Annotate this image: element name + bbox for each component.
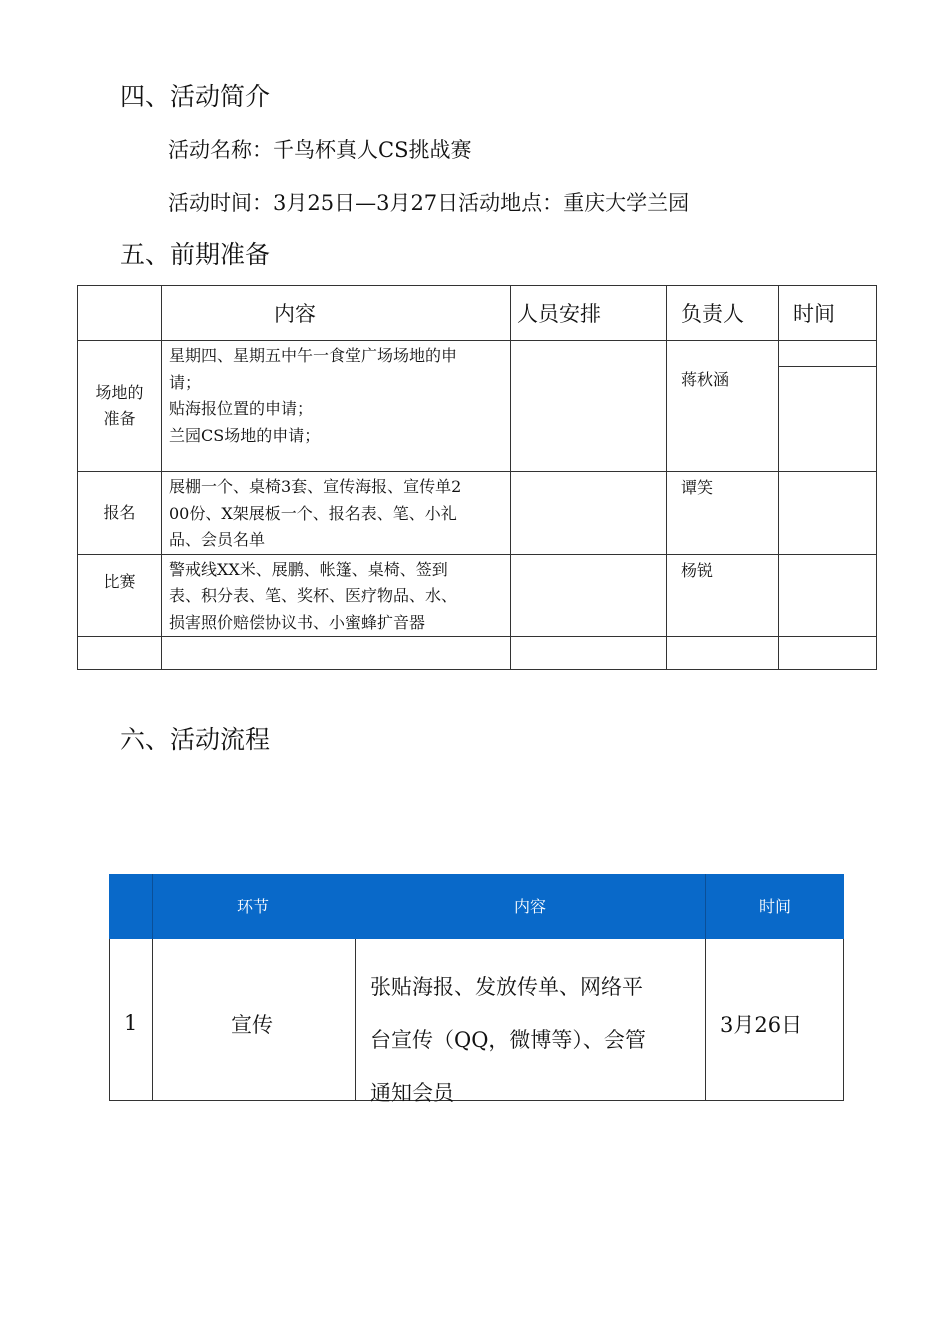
- content-line: 请；: [169, 372, 202, 392]
- table-row-empty: [78, 637, 877, 670]
- content-line: 品、会员名单: [169, 530, 266, 549]
- staff-cell: [511, 341, 667, 472]
- table-row: [78, 472, 877, 555]
- category-label: 准备: [103, 409, 136, 428]
- time-cell: [779, 341, 877, 472]
- owner-cell: 蒋秋涵: [667, 341, 779, 472]
- staff-cell: [511, 554, 667, 637]
- header-cell-blank: [78, 286, 162, 341]
- preparation-table: [77, 285, 877, 670]
- category-label: 场地的: [95, 383, 144, 402]
- section-heading-intro: 四、活动简介: [120, 82, 271, 111]
- content-line: 损害照价赔偿协议书、小蜜蜂扩音器: [169, 612, 426, 632]
- stage-cell: 宣传: [231, 1013, 273, 1037]
- content-cell: [162, 472, 511, 555]
- activity-name-line: 活动名称：千鸟杯真人CS挑战赛: [168, 138, 472, 162]
- header-label-time: 时间: [758, 897, 791, 916]
- table-row: [78, 554, 877, 637]
- flow-table: [109, 874, 844, 1105]
- header-label-content: 内容: [513, 897, 546, 916]
- header-label: 内容: [274, 302, 316, 326]
- header-label: 负责人: [681, 302, 744, 326]
- section-heading-flow: 六、活动流程: [120, 725, 271, 754]
- content-line: 星期四、星期五中午一食堂广场场地的申: [169, 346, 458, 365]
- row-number: 1: [124, 1011, 138, 1035]
- time-subcell: [779, 341, 876, 367]
- header-label: 时间: [793, 302, 835, 326]
- content-line: 警戒线XX米、展鹏、帐篷、桌椅、签到: [169, 559, 448, 579]
- content-line: 台宣传（QQ，微博等）、会管: [370, 1028, 646, 1052]
- category-cell: 比赛: [78, 554, 162, 637]
- table-header-row: [78, 286, 877, 341]
- section-heading-preparation: 五、前期准备: [120, 240, 271, 269]
- content-line: 张贴海报、发放传单、网络平: [370, 975, 643, 999]
- header-cell-owner: [667, 286, 779, 341]
- content-cell: [370, 961, 646, 1120]
- category-cell: [78, 341, 162, 472]
- header-cell-content: [162, 286, 511, 341]
- flow-table-header: [109, 874, 844, 939]
- time-cell: 3月26日: [720, 1013, 803, 1037]
- table-row: [109, 939, 844, 1105]
- content-line: 贴海报位置的申请；: [169, 399, 314, 418]
- owner-cell: 谭笑: [667, 472, 779, 555]
- category-cell: 报名: [78, 472, 162, 555]
- time-cell: [779, 472, 877, 555]
- table-row: [78, 341, 877, 472]
- content-cell: [162, 554, 511, 637]
- staff-cell: [511, 472, 667, 555]
- header-cell-time: [779, 286, 877, 341]
- header-cell-staff: [511, 286, 667, 341]
- header-label-stage: 环节: [236, 897, 269, 916]
- activity-time-location-line: 活动时间：3月25日—3月27日活动地点：重庆大学兰园: [168, 191, 690, 215]
- content-line: 兰园CS场地的申请；: [169, 425, 321, 445]
- content-line: 展棚一个、桌椅3套、宣传海报、宣传单2: [169, 477, 462, 496]
- time-cell: [779, 554, 877, 637]
- content-line: 00份、X架展板一个、报名表、笔、小礼: [169, 503, 457, 523]
- content-line: 表、积分表、笔、奖杯、医疗物品、水、: [169, 586, 458, 605]
- owner-cell: 杨锐: [667, 554, 779, 637]
- content-line: 通知会员: [370, 1081, 454, 1105]
- header-label: 人员安排: [517, 302, 601, 326]
- content-cell: [162, 341, 511, 472]
